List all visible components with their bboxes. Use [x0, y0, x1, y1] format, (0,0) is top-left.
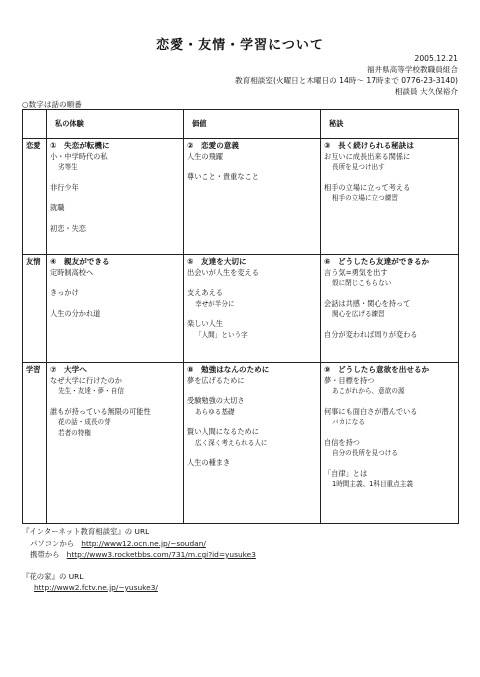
spacer	[187, 309, 317, 319]
cell-subitem: 「人間」という字	[195, 330, 248, 339]
cell-subitem: 劣等生	[58, 163, 78, 171]
table-row	[23, 139, 459, 255]
cell-item: 小・中学時代の私	[50, 151, 108, 161]
organization: 福井県高等学校教職員組合	[366, 65, 458, 74]
cell-heading: ① 失恋が転機に	[50, 141, 110, 150]
table-cell	[321, 139, 459, 255]
column-header: 価値	[184, 110, 321, 139]
spacer	[324, 459, 455, 469]
cell-subitem: 関心を広げる練習	[332, 310, 385, 318]
cell-subitem: 広く深く考えられる人に	[195, 438, 268, 447]
cell-item: 何事にも面白さが潜んでいる	[324, 406, 418, 416]
cell-item: 人生の分かれ道	[50, 308, 101, 318]
table-cell	[47, 255, 184, 363]
cell-item: 夢・目標を持つ	[324, 375, 375, 385]
counselor: 相談員 大久保裕介	[394, 87, 458, 96]
cell-subitem: 先生・友達・夢・自信	[58, 387, 124, 395]
cell-item: 言う気=勇気を出す	[324, 267, 388, 277]
cell-subitem: 幸せが半分に	[195, 299, 235, 308]
page-title: 恋愛・友情・学習について	[156, 38, 324, 53]
cell-heading: ⑤ 友達を大切に	[187, 257, 247, 266]
spacer	[187, 278, 317, 288]
spacer	[324, 289, 455, 299]
table-row	[23, 363, 459, 524]
cell-item: 誰もが持っている無限の可能性	[50, 406, 151, 416]
cell-item: 楽しい人生	[187, 319, 223, 328]
mobile-url-link[interactable]: http://www3.rocketbbs.com/731/m.cgi?id=yusuke3	[66, 550, 256, 559]
spacer	[50, 397, 180, 407]
cell-item: 尊いこと・貴重なこと	[187, 172, 259, 181]
column-header: 秘訣	[321, 110, 459, 139]
cell-heading: ② 恋愛の意義	[187, 141, 239, 150]
cell-subitem: あらゆる基礎	[195, 407, 235, 416]
spacer	[324, 320, 455, 330]
cell-item: 賢い人間になるために	[187, 427, 259, 436]
cell-subitem: 若者の特権	[58, 428, 91, 437]
spacer	[187, 386, 317, 396]
cell-item: 相手の立場に立って考える	[324, 182, 411, 192]
spacer	[324, 428, 455, 438]
topic-table	[22, 109, 459, 524]
cell-heading: ⑥ どうしたら友達ができるか	[324, 257, 430, 266]
table-cell	[184, 363, 321, 524]
cell-heading: ③ 長く続けられる秘訣は	[324, 141, 414, 150]
spacer	[50, 214, 180, 224]
cell-heading: ⑧ 勉強はなんのために	[187, 365, 270, 374]
spacer	[50, 193, 180, 203]
row-label: 学習	[23, 363, 47, 524]
internet-counsel-heading: 『インターネット教育相談室』の URL	[22, 527, 150, 536]
cell-subitem: 自分の長所を見つける	[332, 449, 398, 457]
cell-item: 就職	[50, 203, 65, 212]
column-header: 私の体験	[47, 110, 184, 139]
spacer	[187, 448, 317, 458]
spacer	[187, 162, 317, 172]
table-header-row	[23, 110, 459, 139]
spacer	[50, 278, 180, 288]
cell-item: 自分が変われば周りが変わる	[324, 329, 418, 339]
cell-subitem: 1時間主義、1科目重点主義	[332, 480, 413, 488]
cell-item: 人生の種まき	[187, 458, 231, 467]
table-cell	[321, 255, 459, 363]
cell-subitem: 花の話・成長の芽	[58, 418, 111, 426]
spacer	[50, 299, 180, 309]
cell-heading: ⑨ どうしたら意欲を出せるか	[324, 365, 430, 374]
mobile-label: 携帯から	[30, 550, 60, 559]
cell-item: 非行少年	[50, 182, 79, 192]
spacer	[324, 397, 455, 407]
cell-item: 出会いが人生を変える	[187, 267, 259, 277]
cell-heading: ④ 親友ができる	[50, 257, 110, 266]
cell-item: 会話は共感・関心を持って	[324, 298, 411, 308]
spacer	[50, 173, 180, 183]
table-row	[23, 255, 459, 363]
cell-item: 受験勉強の大切さ	[187, 396, 245, 405]
cell-item: なぜ大学に行けたのか	[50, 375, 122, 385]
table-cell	[184, 139, 321, 255]
cell-item: 人生の飛躍	[187, 151, 223, 161]
cell-heading: ⑦ 大学へ	[50, 365, 87, 374]
url-section	[22, 526, 256, 594]
table-cell	[47, 139, 184, 255]
spacer	[324, 173, 455, 183]
cell-subitem: 長所を見つけ出す	[332, 163, 385, 171]
office-info: 教育相談室(火曜日と木曜日の 14時～ 17時まで 0776-23-3140)	[235, 76, 458, 85]
table-cell	[321, 363, 459, 524]
spacer	[187, 417, 317, 427]
column-header	[23, 110, 47, 139]
pc-url-link[interactable]: http://www12.ocn.ne.jp/~soudan/	[81, 538, 206, 548]
pc-label: パソコンから	[30, 538, 75, 548]
cell-item: 夢を広げるために	[187, 375, 245, 385]
cell-item: 定時制高校へ	[50, 267, 94, 277]
cell-item: 「自律」とは	[324, 468, 368, 478]
cell-subitem: 殻に閉じこもらない	[332, 279, 392, 287]
order-note: ○数字は話の順番	[22, 100, 82, 109]
date: 2005.12.21	[414, 54, 458, 63]
cell-item: 初恋・失恋	[50, 223, 86, 233]
cell-item: お互いに成長出来る関係に	[324, 151, 411, 161]
table-cell	[184, 255, 321, 363]
flower-url-link[interactable]: http://www2.fctv.ne.jp/~yusuke3/	[34, 583, 158, 592]
cell-item: きっかけ	[50, 288, 79, 297]
row-label: 友情	[23, 255, 47, 363]
table-cell	[47, 363, 184, 524]
cell-item: 自信を持つ	[324, 437, 360, 447]
cell-item: 支えあえる	[187, 288, 223, 297]
cell-subitem: 相手の立場に立つ練習	[332, 194, 398, 202]
flower-house-heading: 『花の家』の URL	[22, 571, 84, 581]
cell-subitem: バカになる	[332, 418, 365, 426]
cell-subitem: あこがれから、意欲の源	[332, 387, 405, 395]
row-label: 恋愛	[23, 139, 47, 255]
